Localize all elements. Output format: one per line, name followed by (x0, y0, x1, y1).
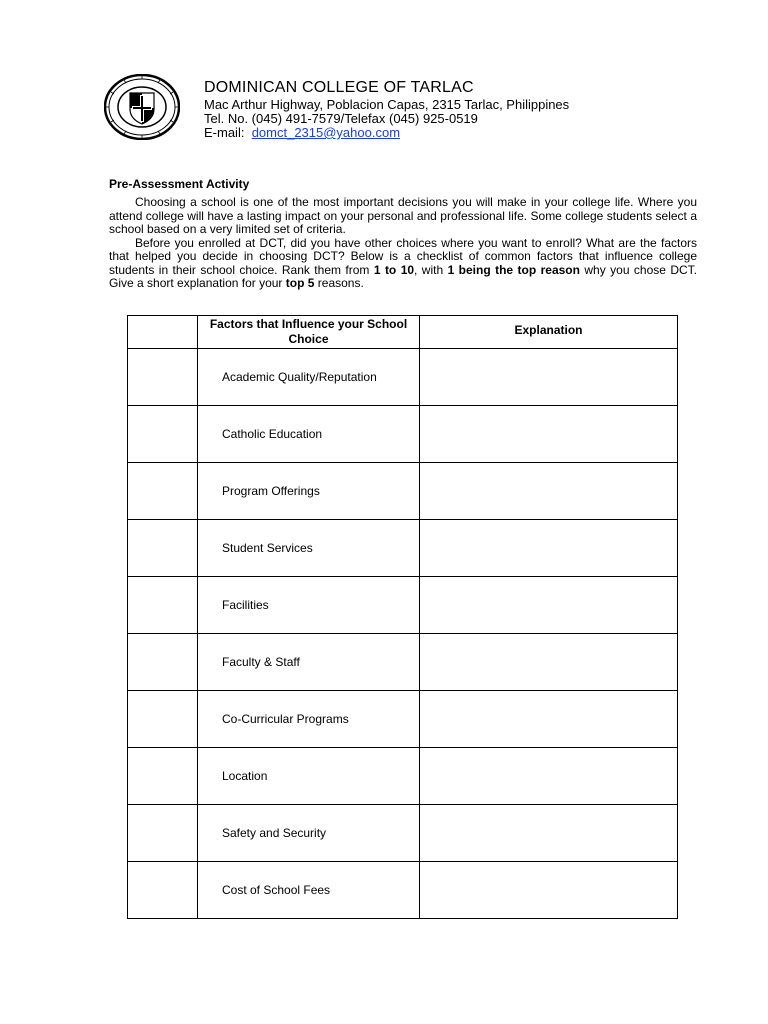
explanation-cell[interactable] (420, 748, 678, 805)
rank-cell[interactable] (128, 691, 198, 748)
rank-cell[interactable] (128, 634, 198, 691)
factor-header: Factors that Influence your School Choice (198, 316, 420, 349)
explanation-header: Explanation (420, 316, 678, 349)
explanation-cell[interactable] (420, 577, 678, 634)
factor-cell: Academic Quality/Reputation (198, 349, 420, 406)
instr-bold-top5: top 5 (285, 276, 315, 290)
instructions (109, 196, 697, 291)
paragraph-instructions (109, 237, 697, 291)
rank-cell[interactable] (128, 406, 198, 463)
factor-cell: Safety and Security (198, 805, 420, 862)
explanation-cell[interactable] (420, 520, 678, 577)
email-label: E-mail: (204, 125, 245, 140)
table-row (128, 520, 678, 577)
factor-cell: Location (198, 748, 420, 805)
factors-table (127, 315, 678, 919)
factor-cell: Cost of School Fees (198, 862, 420, 919)
instr-text-2: , with (414, 262, 448, 277)
email-line (204, 126, 569, 140)
rank-cell[interactable] (128, 805, 198, 862)
instr-bold-range: 1 to 10 (373, 262, 415, 277)
school-seal-icon (104, 74, 180, 140)
instr-text-4: reasons. (314, 276, 364, 290)
explanation-cell[interactable] (420, 349, 678, 406)
factor-cell: Program Offerings (198, 463, 420, 520)
explanation-cell[interactable] (420, 862, 678, 919)
instr-bold-top-reason: 1 being the top reason (447, 262, 580, 277)
table-row (128, 862, 678, 919)
table-row (128, 349, 678, 406)
rank-cell[interactable] (128, 520, 198, 577)
table-row (128, 577, 678, 634)
explanation-cell[interactable] (420, 406, 678, 463)
factor-cell: Student Services (198, 520, 420, 577)
explanation-cell[interactable] (420, 691, 678, 748)
table-row (128, 463, 678, 520)
instr-text-1: Before you enrolled at DCT, did you have other choices where you want to enroll? What are the factors that helped you decide in choosing DCT? Below is a checklist of common factors that influence college students in their school choice. Rank them from (109, 235, 697, 277)
explanation-cell[interactable] (420, 463, 678, 520)
activity-title: Pre-Assessment Activity (109, 177, 250, 191)
address-line: Mac Arthur Highway, Poblacion Capas, 2315 Tarlac, Philippines (204, 97, 570, 112)
email-link[interactable]: domct_2315@yahoo.com (251, 125, 401, 140)
explanation-cell[interactable] (420, 805, 678, 862)
institution-name: DOMINICAN COLLEGE OF TARLAC (204, 79, 474, 96)
letterhead (204, 79, 569, 140)
phone-line: Tel. No. (045) 491-7579/Telefax (045) 925-0519 (204, 111, 478, 126)
table-row (128, 406, 678, 463)
rank-header (128, 316, 198, 349)
explanation-cell[interactable] (420, 634, 678, 691)
rank-cell[interactable] (128, 862, 198, 919)
factor-cell: Faculty & Staff (198, 634, 420, 691)
table-row (128, 634, 678, 691)
table-header-row (128, 316, 678, 349)
factor-cell: Catholic Education (198, 406, 420, 463)
rank-cell[interactable] (128, 349, 198, 406)
paragraph-intro: Choosing a school is one of the most important decisions you will make in your college life. Where you attend college will have a lasting impact on your personal and professional life. Some college students select a school based on a very limited set of criteria. (109, 195, 697, 236)
factor-cell: Co-Curricular Programs (198, 691, 420, 748)
rank-cell[interactable] (128, 577, 198, 634)
table-row (128, 748, 678, 805)
table-row (128, 691, 678, 748)
rank-cell[interactable] (128, 748, 198, 805)
instr-text-3: why you chose DCT. Give a short explanation for your (109, 262, 698, 290)
table-row (128, 805, 678, 862)
factor-cell: Facilities (198, 577, 420, 634)
rank-cell[interactable] (128, 463, 198, 520)
